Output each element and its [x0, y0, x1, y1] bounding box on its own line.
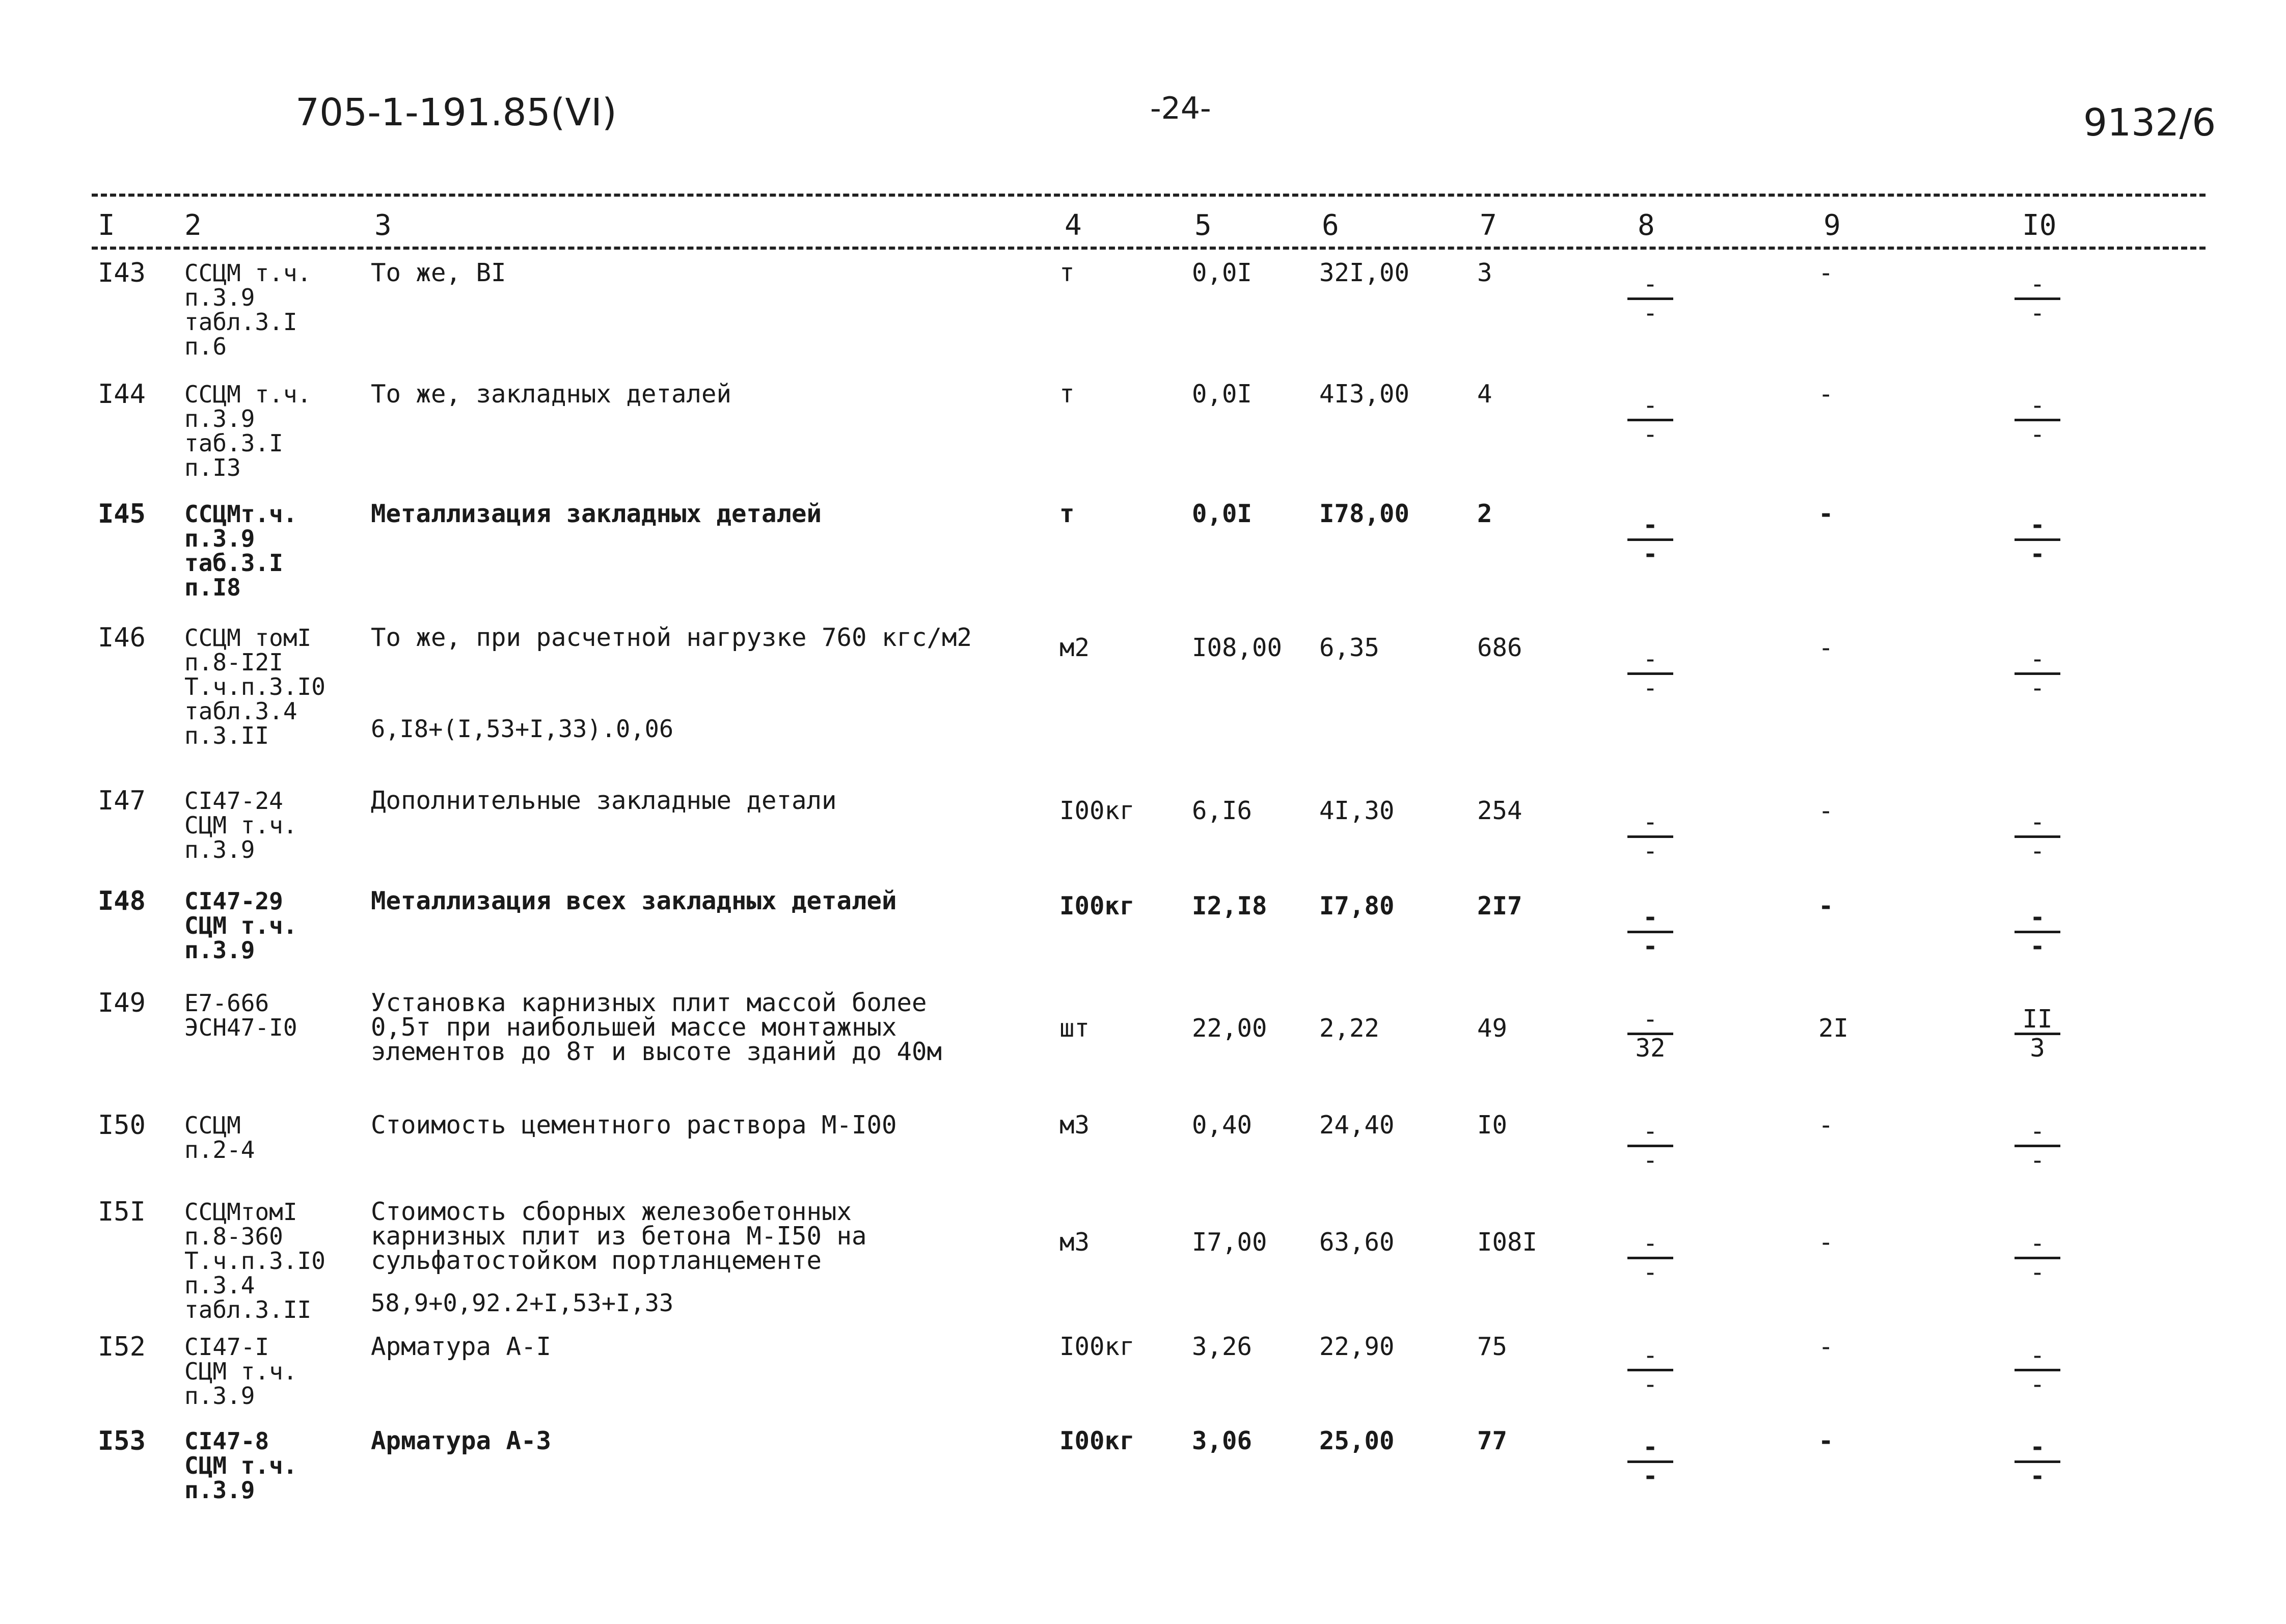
total-cost: 75: [1477, 1332, 1508, 1361]
column-10-fraction: [2007, 1342, 2068, 1398]
work-description: То же, при расчетной нагрузке 760 кгс/м2: [371, 623, 972, 652]
fraction-numerator: -: [2030, 1229, 2045, 1258]
fraction: [2015, 1230, 2060, 1286]
unit: м3: [1059, 1111, 1090, 1140]
fraction-numerator: -: [1643, 1341, 1658, 1370]
reference-code: Е7-666 ЭСН47-I0: [184, 989, 297, 1041]
column-9-value: -: [1818, 499, 1834, 528]
unit-price: 4I,30: [1319, 796, 1395, 825]
work-description: То же, закладных деталей: [371, 380, 732, 409]
unit: т: [1059, 258, 1075, 287]
fraction-numerator: -: [2030, 644, 2045, 673]
column-9-value: -: [1818, 380, 1834, 409]
column-8-fraction: [1620, 1006, 1681, 1062]
fraction-numerator: -: [1643, 1432, 1658, 1461]
column-9-value: -: [1818, 1228, 1834, 1257]
unit: I00кг: [1059, 891, 1135, 921]
fraction-numerator: -: [2030, 807, 2045, 836]
column-number-5: 5: [1194, 209, 1212, 242]
fraction-numerator: -: [1643, 1005, 1658, 1034]
fraction-denominator: -: [1643, 299, 1658, 328]
fraction: [2015, 904, 2060, 960]
fraction-denominator: -: [2030, 539, 2045, 569]
reference-code: ССЦМтомI п.8-360 Т.ч.п.3.I0 п.3.4 табл.3.II: [184, 1198, 325, 1323]
reference-code: ССЦМт.ч. п.3.9 таб.3.I п.I8: [184, 500, 297, 601]
unit-price: 63,60: [1319, 1228, 1395, 1257]
quantity: 0,40: [1192, 1111, 1253, 1140]
fraction-numerator: -: [2030, 1117, 2045, 1146]
row-number: I53: [98, 1426, 146, 1456]
fraction: [1627, 1342, 1673, 1398]
quantity: 6,I6: [1192, 796, 1253, 825]
row-number: I46: [98, 622, 146, 653]
work-description: То же, BI: [371, 258, 506, 287]
row-number: I47: [98, 786, 146, 816]
column-10-fraction: [2007, 271, 2068, 327]
fraction-denominator: -: [2030, 932, 2045, 961]
header-rule-bottom: [92, 247, 2206, 250]
column-9-value: -: [1818, 633, 1834, 662]
fraction-numerator: -: [2030, 1341, 2045, 1370]
column-10-fraction: [2007, 1006, 2068, 1062]
quantity: 0,0I: [1192, 499, 1253, 528]
row-number: I5I: [98, 1197, 146, 1227]
quantity: I2,I8: [1192, 891, 1267, 921]
column-10-fraction: [2007, 512, 2068, 567]
fraction-numerator: -: [1643, 269, 1658, 299]
reference-code: СI47-24 СЦМ т.ч. п.3.9: [184, 787, 297, 863]
fraction-numerator: II: [2022, 1005, 2053, 1034]
fraction-denominator: -: [1643, 1258, 1658, 1287]
row-number: I44: [98, 379, 146, 410]
column-8-fraction: [1620, 1434, 1681, 1490]
fraction-denominator: -: [1643, 1461, 1658, 1491]
quantity: 0,0I: [1192, 380, 1253, 409]
unit: т: [1059, 380, 1075, 409]
fraction: [1627, 1230, 1673, 1286]
total-cost: 77: [1477, 1426, 1508, 1455]
fraction-denominator: -: [1643, 673, 1658, 702]
fraction: [1627, 646, 1673, 701]
fraction-numerator: -: [2030, 391, 2045, 420]
fraction: [2015, 809, 2060, 864]
row-number: I49: [98, 988, 146, 1018]
fraction-denominator: -: [2030, 1370, 2045, 1399]
fraction-denominator: 3: [2030, 1034, 2045, 1063]
work-description: Стоимость сборных железобетонных карнизных плит из бетона М-I50 на сульфатостойком портланцементе: [371, 1197, 867, 1275]
quantity: 22,00: [1192, 1014, 1267, 1043]
unit: шт: [1059, 1014, 1090, 1043]
fraction-denominator: -: [1643, 539, 1658, 569]
unit: м3: [1059, 1228, 1090, 1257]
work-description: Металлизация всех закладных деталей: [371, 886, 897, 915]
column-9-value: -: [1818, 1332, 1834, 1361]
unit: I00кг: [1059, 1332, 1135, 1361]
row-number: I43: [98, 258, 146, 288]
fraction-denominator: -: [2030, 673, 2045, 702]
fraction-denominator: -: [2030, 836, 2045, 865]
column-number-10: I0: [2022, 209, 2057, 242]
column-8-fraction: [1620, 392, 1681, 448]
total-cost: I0: [1477, 1111, 1508, 1140]
column-9-value: -: [1818, 796, 1834, 825]
fraction-numerator: -: [2030, 269, 2045, 299]
unit-price: 32I,00: [1319, 258, 1410, 287]
fraction-denominator: -: [1643, 1146, 1658, 1175]
fraction-numerator: -: [1643, 391, 1658, 420]
fraction: [1627, 809, 1673, 864]
work-description: Арматура А-3: [371, 1426, 552, 1455]
column-8-fraction: [1620, 271, 1681, 327]
fraction-denominator: -: [1643, 420, 1658, 449]
column-10-fraction: [2007, 1118, 2068, 1174]
quantity: 3,26: [1192, 1332, 1253, 1361]
unit: т: [1059, 499, 1075, 528]
unit: I00кг: [1059, 796, 1135, 825]
quantity: I08,00: [1192, 633, 1283, 662]
fraction-numerator: -: [1643, 644, 1658, 673]
column-number-1: I: [98, 209, 115, 242]
fraction-denominator: -: [1643, 836, 1658, 865]
column-number-6: 6: [1322, 209, 1339, 242]
fraction-numerator: -: [1643, 1117, 1658, 1146]
fraction: [2015, 1006, 2060, 1062]
row-number: I50: [98, 1110, 146, 1141]
unit-price: I78,00: [1319, 499, 1410, 528]
unit-price: 25,00: [1319, 1426, 1395, 1455]
fraction: [1627, 512, 1673, 567]
fraction-numerator: -: [1643, 903, 1658, 932]
fraction-denominator: -: [2030, 420, 2045, 449]
unit-price: 24,40: [1319, 1111, 1395, 1140]
column-number-3: 3: [374, 209, 392, 242]
fraction-denominator: -: [1643, 932, 1658, 961]
fraction-numerator: -: [2030, 510, 2045, 539]
total-cost: 686: [1477, 633, 1522, 662]
fraction: [2015, 1342, 2060, 1398]
fraction-denominator: -: [2030, 1461, 2045, 1491]
unit-price: 4I3,00: [1319, 380, 1410, 409]
fraction: [2015, 1118, 2060, 1174]
fraction: [1627, 271, 1673, 327]
row-number: I48: [98, 886, 146, 916]
column-10-fraction: [2007, 1434, 2068, 1490]
unit-price: 22,90: [1319, 1332, 1395, 1361]
reference-code: ССЦМ т.ч. п.3.9 таб.3.I п.I3: [184, 381, 312, 481]
unit-price: 6,35: [1319, 633, 1380, 662]
column-10-fraction: [2007, 809, 2068, 864]
column-9-value: -: [1818, 258, 1834, 287]
fraction-denominator: -: [2030, 1258, 2045, 1287]
document-code: 705-1-191.85(VI): [295, 91, 617, 134]
total-cost: 49: [1477, 1014, 1508, 1043]
fraction-denominator: -: [2030, 1146, 2045, 1175]
fraction: [1627, 904, 1673, 960]
fraction: [2015, 271, 2060, 327]
reference-code: СI47-I СЦМ т.ч. п.3.9: [184, 1333, 297, 1410]
quantity: 3,06: [1192, 1426, 1253, 1455]
column-8-fraction: [1620, 1230, 1681, 1286]
reference-code: ССЦМ томI п.8-I2I Т.ч.п.3.I0 табл.3.4 п.3.II: [184, 624, 325, 749]
column-8-fraction: [1620, 809, 1681, 864]
fraction: [1627, 1118, 1673, 1174]
column-10-fraction: [2007, 646, 2068, 701]
total-cost: 2: [1477, 499, 1492, 528]
quantity: 0,0I: [1192, 258, 1253, 287]
row-number: I52: [98, 1332, 146, 1362]
column-10-fraction: [2007, 904, 2068, 960]
column-8-fraction: [1620, 1118, 1681, 1174]
total-cost: 4: [1477, 380, 1492, 409]
fraction-numerator: -: [1643, 510, 1658, 539]
fraction-numerator: -: [1643, 807, 1658, 836]
row-number: I45: [98, 499, 146, 529]
work-description: Арматура А-I: [371, 1332, 552, 1361]
fraction: [2015, 646, 2060, 701]
work-description: Стоимость цементного раствора М-I00: [371, 1111, 897, 1140]
fraction: [2015, 1434, 2060, 1490]
fraction-numerator: -: [2030, 1432, 2045, 1461]
reference-code: СI47-29 СЦМ т.ч. п.3.9: [184, 887, 297, 964]
column-number-4: 4: [1065, 209, 1082, 242]
unit: I00кг: [1059, 1426, 1135, 1455]
column-number-2: 2: [184, 209, 202, 242]
fraction: [1627, 1006, 1673, 1062]
quantity: I7,00: [1192, 1228, 1267, 1257]
unit-price: I7,80: [1319, 891, 1395, 921]
total-cost: 2I7: [1477, 891, 1522, 921]
unit-price: 2,22: [1319, 1014, 1380, 1043]
column-8-fraction: [1620, 646, 1681, 701]
page-number: -24-: [1150, 91, 1211, 126]
column-9-value: -: [1818, 1111, 1834, 1140]
fraction: [1627, 392, 1673, 448]
column-10-fraction: [2007, 392, 2068, 448]
calculation-formula: 6,I8+(I,53+I,33).0,06: [371, 715, 674, 743]
column-number-9: 9: [1824, 209, 1841, 242]
total-cost: 254: [1477, 796, 1522, 825]
column-10-fraction: [2007, 1230, 2068, 1286]
work-description: Металлизация закладных деталей: [371, 499, 822, 528]
work-description: Дополнительные закладные детали: [371, 786, 837, 815]
column-9-value: -: [1818, 1426, 1834, 1455]
column-8-fraction: [1620, 1342, 1681, 1398]
total-cost: I08I: [1477, 1228, 1538, 1257]
fraction: [2015, 392, 2060, 448]
column-number-7: 7: [1480, 209, 1497, 242]
column-9-value: 2I: [1818, 1014, 1849, 1043]
fraction: [2015, 512, 2060, 567]
header-rule-top: [92, 194, 2206, 197]
fraction-denominator: -: [1643, 1370, 1658, 1399]
total-cost: 3: [1477, 258, 1492, 287]
column-9-value: -: [1818, 891, 1834, 921]
work-description: Установка карнизных плит массой более 0,5т при наибольшей массе монтажных элементов до 8т и высоте зданий до 40м: [371, 988, 942, 1066]
fraction-denominator: -: [2030, 299, 2045, 328]
column-8-fraction: [1620, 904, 1681, 960]
reference-code: ССЦМ п.2-4: [184, 1112, 255, 1163]
fraction: [1627, 1434, 1673, 1490]
reference-code: ССЦМ т.ч. п.3.9 табл.3.I п.6: [184, 259, 312, 360]
column-number-8: 8: [1638, 209, 1655, 242]
reference-code: СI47-8 СЦМ т.ч. п.3.9: [184, 1427, 297, 1504]
fraction-numerator: -: [2030, 903, 2045, 932]
fraction-numerator: -: [1643, 1229, 1658, 1258]
unit: м2: [1059, 633, 1090, 662]
fraction-denominator: 32: [1635, 1034, 1666, 1063]
calculation-formula: 58,9+0,92.2+I,53+I,33: [371, 1289, 674, 1317]
document-reference: 9132/6: [2083, 101, 2216, 145]
column-8-fraction: [1620, 512, 1681, 567]
